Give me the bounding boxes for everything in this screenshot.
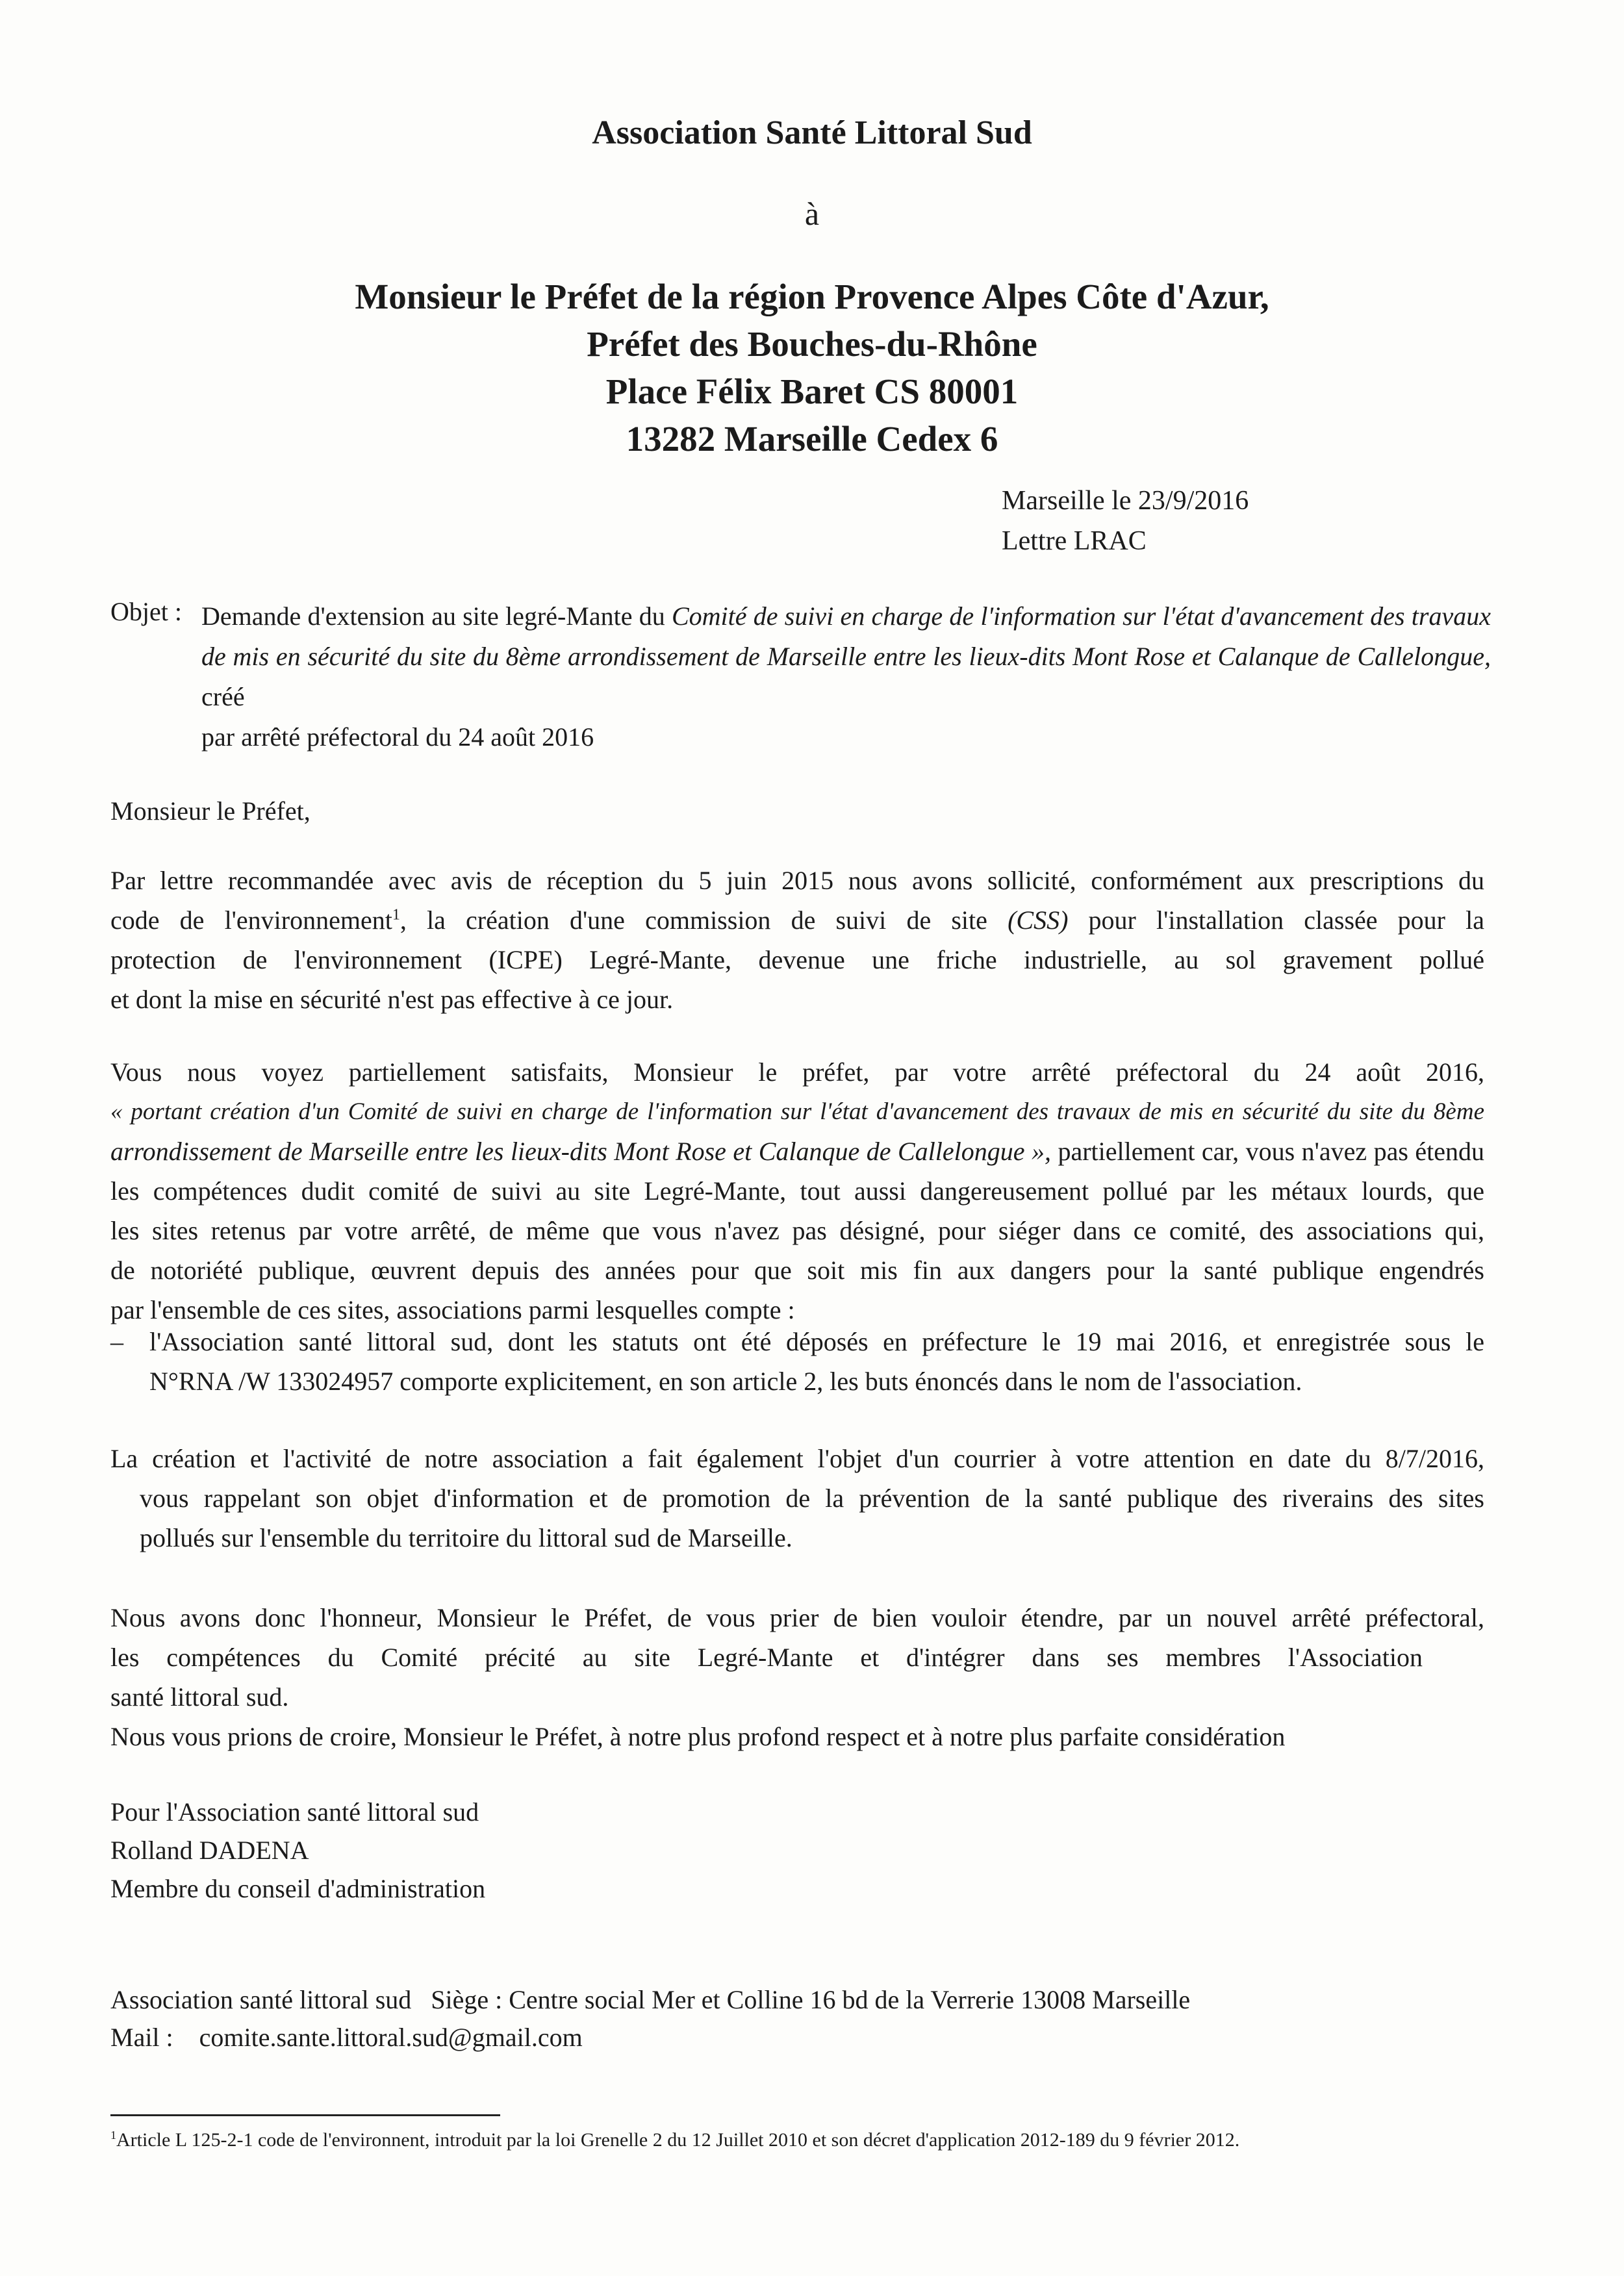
address-line: Association santé littoral sud Siège : Centre social Mer et Colline 16 bd de la Verrerie 13008 Marseille: [110, 1985, 1191, 2014]
text-line: les compétences du Comité précité au site Legré-Mante et d'intégrer dans ses membres l'Association: [110, 1643, 1423, 1672]
signatory-role: Membre du conseil d'administration: [110, 1874, 486, 1903]
place-date: Marseille le 23/9/2016: [1002, 486, 1249, 516]
text-italic: « portant création d'un Comité de suivi en charge de l'information sur l'état d'avancement des travaux de mis en sécurité du site du 8ème: [110, 1098, 1484, 1125]
addressed-to: à: [804, 196, 820, 232]
paragraph-3: [110, 1439, 1484, 1558]
subject-tail: créé: [201, 682, 245, 711]
footnote-rule: [110, 2114, 500, 2116]
recipient-line: Place Félix Baret CS 80001: [605, 372, 1019, 411]
text-line: [110, 1132, 1484, 1171]
text-span: partiellement car, vous n'avez pas étendu: [1050, 1137, 1485, 1166]
footnote: [110, 2129, 1239, 2151]
text-line: les compétences dudit comité de suivi au site Legré-Mante, tout aussi dangereusement pollué par les métaux lourds, que: [110, 1176, 1484, 1206]
text-span: code de l'environnement: [110, 905, 392, 935]
text-line: N°RNA /W 133024957 comporte explicitement, en son article 2, les buts énoncés dans le nom de l'association.: [149, 1367, 1302, 1396]
text-line: par l'ensemble de ces sites, associations parmi lesquelles compte :: [110, 1295, 795, 1324]
salutation: Monsieur le Préfet,: [110, 796, 311, 826]
signature-block: [110, 1793, 485, 1908]
text-italic: arrondissement de Marseille entre les lieux-dits Mont Rose et Calanque de Callelongue »,: [110, 1137, 1051, 1166]
contact-block: [110, 1981, 1190, 2056]
recipient-line: Préfet des Bouches-du-Rhône: [587, 324, 1037, 364]
text-line: Nous vous prions de croire, Monsieur le Préfet, à notre plus profond respect et à notre plus parfaite considération: [110, 1722, 1286, 1751]
text-line: La création et l'activité de notre association a fait également l'objet d'un courrier à votre attention en date du 8/7/2016,: [110, 1444, 1484, 1473]
subject-line-2: [201, 637, 1491, 717]
subject-label: Objet :: [110, 597, 182, 626]
footnote-ref: 1: [392, 906, 400, 924]
text-line: l'Association santé littoral sud, dont les statuts ont été déposés en préfecture le 19 mai 2016, et enregistrée sous le: [149, 1327, 1484, 1356]
text-line: [110, 1092, 1484, 1132]
sender-heading: Association Santé Littoral Sud: [592, 114, 1032, 151]
subject-line-1: [201, 596, 1491, 637]
signatory-name: Rolland DADENA: [110, 1836, 309, 1865]
recipient-line: Monsieur le Préfet de la région Provence Alpes Côte d'Azur,: [355, 277, 1269, 316]
recipient-line: 13282 Marseille Cedex 6: [626, 419, 998, 459]
text-span: pour l'installation classée pour la: [1068, 905, 1485, 935]
text-line: Vous nous voyez partiellement satisfaits, Monsieur le préfet, par votre arrêté préfectoral du 24 août 2016,: [110, 1057, 1484, 1087]
text-line: vous rappelant son objet d'information et de promotion de la prévention de la santé publique des riverains des sites: [140, 1484, 1484, 1513]
email-line: Mail : comite.sante.littoral.sud@gmail.com: [110, 2023, 583, 2052]
signature-line: Pour l'Association santé littoral sud: [110, 1797, 479, 1827]
text-line: pollués sur l'ensemble du territoire du littoral sud de Marseille.: [140, 1523, 793, 1552]
text-line: protection de l'environnement (ICPE) Legré-Mante, devenue une friche industrielle, au sol gravement pollué: [110, 945, 1484, 974]
text-line: Par lettre recommandée avec avis de réception du 5 juin 2015 nous avons sollicité, conformément aux prescriptions du: [110, 866, 1484, 895]
paragraph-1: [110, 861, 1484, 1019]
text-line: [110, 900, 1484, 940]
paragraph-2: [110, 1052, 1484, 1330]
footnote-text: Article L 125-2-1 code de l'environnent, introduit par la loi Grenelle 2 du 12 Juillet 2010 et son décret d'application 2012-189 du 9 février 2012.: [116, 2129, 1240, 2151]
subject-italic: Comité de suivi en charge de l'information sur l'état d'avancement des travaux: [671, 601, 1491, 631]
text-line: les sites retenus par votre arrêté, de même que vous n'avez pas désigné, pour siéger dans ce comité, des associations qui,: [110, 1216, 1484, 1245]
dateline: [1002, 481, 1249, 561]
paragraph-4: [110, 1598, 1484, 1756]
subject-intro: Demande d'extension au site legré-Mante du: [201, 601, 672, 631]
subject-italic: de mis en sécurité du site du 8ème arrondissement de Marseille entre les lieux-dits Mont Rose et Calanque de Callelongue,: [201, 642, 1491, 671]
text-line: Nous avons donc l'honneur, Monsieur le Préfet, de vous prier de bien vouloir étendre, par un nouvel arrêté préfectoral,: [110, 1603, 1484, 1632]
text-line: de notoriété publique, œuvrent depuis des années pour que soit mis fin aux dangers pour la santé publique engendrés: [110, 1256, 1484, 1285]
text-line: et dont la mise en sécurité n'est pas effective à ce jour.: [110, 985, 674, 1014]
footnote-mark: 1: [110, 2129, 116, 2142]
text-span: , la création d'une commission de suivi de site: [400, 905, 1008, 935]
delivery-mode: Lettre LRAC: [1002, 526, 1147, 556]
subject-line-3: par arrêté préfectoral du 24 août 2016: [201, 722, 594, 752]
bullet-item: [110, 1322, 1484, 1401]
text-line: santé littoral sud.: [110, 1682, 289, 1712]
text-italic: (CSS): [1008, 905, 1069, 935]
recipient-block: [0, 273, 1624, 462]
subject-text: [201, 596, 1491, 757]
bullet-dash: –: [110, 1327, 123, 1356]
